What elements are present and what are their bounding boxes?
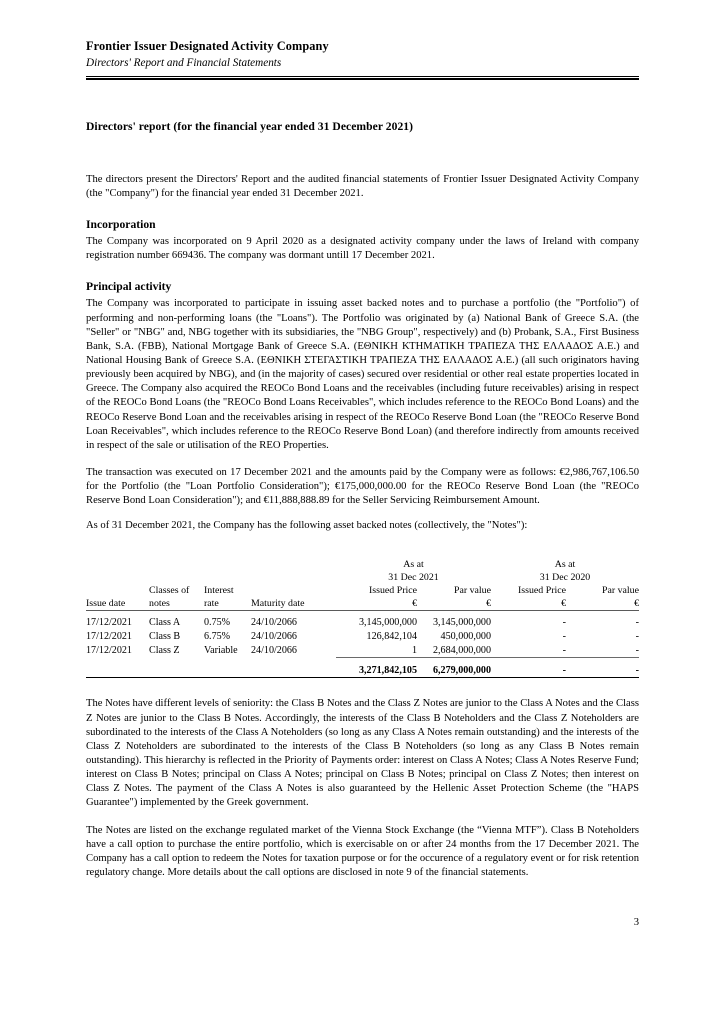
col-header-issued-price-2021-currency: € — [412, 598, 417, 610]
group-header-2021-line2: 31 Dec 2021 — [388, 571, 439, 583]
cell-total-class — [149, 663, 204, 678]
section-heading-principal-activity: Principal activity — [86, 280, 172, 294]
cell-issued-price-2020: - — [562, 644, 566, 656]
col-header-par-value-2021-currency: € — [486, 598, 491, 610]
table-row — [86, 643, 639, 657]
col-header-par-value-2020-currency: € — [634, 598, 639, 610]
listing-paragraph: The Notes are listed on the exchange regulated market of the Vienna Stock Exchange (the “Vienna MTF”). Class B Noteholders have a call option to purchase the entire portfolio, which is exercisable on or after 24 months from the 17 December 2021. The Company has a call option to redeem the Notes for taxation purpose or for the occurence of a regulatory event or for risk retention regulatory change. More details about the call options are disclosed in note 9 of the financial statements. — [86, 824, 639, 878]
col-header-issue-date — [86, 584, 149, 611]
col-header-issued-price-2021 — [336, 584, 417, 611]
cell-issue-date: 17/12/2021 — [86, 630, 132, 642]
cell-class: Class A — [149, 616, 181, 628]
group-header-2020-line1: As at — [554, 558, 576, 570]
cell-par-value-2020: - — [635, 644, 639, 656]
principal-activity-paragraph-2: The transaction was executed on 17 December 2021 and the amounts paid by the Company were as follows: €2,986,767,106.50 for the Portfolio (the "Loan Portfolio Consideration"); €175,000,000.00 for the REOCo Reserve Bond Loan (the "REOCo Reserve Bond Loan Consideration"); and €11,888,888.89 for the Seller Servicing Reimbursement Amount. — [86, 466, 639, 507]
section-heading-incorporation: Incorporation — [86, 217, 156, 231]
col-header-par-value-2020-line1: Par value — [601, 584, 639, 596]
cell-maturity-date: 24/10/2066 — [251, 616, 297, 628]
col-header-interest-line2: rate — [204, 598, 219, 610]
col-header-maturity-date — [251, 584, 336, 611]
cell-class: Class Z — [149, 645, 180, 657]
incorporation-paragraph: The Company was incorporated on 9 April 2020 as a designated activity company under the laws of Ireland with company registration number 669436. The company was dormant untill 17 December 2021. — [86, 236, 639, 262]
page-number: 3 — [633, 917, 639, 928]
page-content — [86, 38, 639, 880]
cell-par-value-2020: - — [635, 630, 639, 642]
cell-total-issue-date — [86, 663, 149, 678]
cell-total-issued-price-2020: - — [562, 664, 566, 676]
cell-issue-date: 17/12/2021 — [86, 616, 132, 628]
table-row — [86, 629, 639, 643]
group-header-row — [86, 558, 639, 584]
group-header-2021-line1: As at — [403, 558, 424, 570]
col-header-issued-price-2020-currency: € — [561, 598, 566, 610]
cell-par-value-2021: 2,684,000,000 — [432, 644, 491, 656]
table-total-row — [86, 663, 639, 678]
col-header-issue-date-line2: Issue date — [86, 598, 126, 610]
seniority-paragraph: The Notes have different levels of seniority: the Class B Notes and the Class Z Notes are junior to the Class A Notes and the Class Z Notes are junior to the Class B Notes. Accordingly, the interests of the Class B Noteholders and the Class Z Noteholders are subordinated to the interests of the Class A Noteholders (so long as any Class A Notes remain outstanding) and the interests of the Class Z Noteholders are subordinated to the interests of the Class B Noteholders (so long as any Class B Notes remain outstanding). This hierarchy is reflected in the Priority of Payments order: interest on Class A Notes; Class A Notes Reserve Fund; interest on Class B Notes; principal on Class A Notes; principal on Class B Notes; principal on Class Z Notes; then interest on Class Z Notes. The payment of the Class A Notes is also guaranteed by the Hellenic Asset Protection Scheme (the "HAPS Guarantee") implemented by the Greek government. — [86, 698, 639, 809]
cell-issued-price-2021: 126,842,104 — [366, 630, 417, 642]
col-header-classes-of-notes — [149, 584, 204, 611]
table-row — [86, 615, 639, 629]
col-header-interest-line1: Interest — [204, 584, 234, 596]
cell-interest-rate: 0.75% — [204, 616, 231, 628]
column-header-row — [86, 584, 639, 611]
cell-maturity-date: 24/10/2066 — [251, 630, 297, 642]
cell-total-par-value-2020: - — [635, 664, 639, 676]
cell-issued-price-2020: - — [562, 630, 566, 642]
asset-backed-notes-table — [86, 558, 639, 682]
cell-total-interest-rate — [204, 663, 251, 678]
col-header-issued-price-2021-line1: Issued Price — [369, 584, 417, 596]
col-header-par-value-2021-line1: Par value — [453, 584, 491, 596]
cell-class: Class B — [149, 630, 181, 642]
cell-par-value-2020: - — [635, 616, 639, 628]
document-subtitle: Directors' Report and Financial Statements — [86, 56, 282, 69]
intro-paragraph: The directors present the Directors' Report and the audited financial statements of Frontier Issuer Designated Activity Company (the "Company") for the financial year ended 31 December 2021. — [86, 173, 639, 199]
col-header-classes-line1: Classes of — [149, 584, 190, 596]
col-header-issued-price-2020-line1: Issued Price — [518, 584, 566, 596]
cell-issued-price-2021: 1 — [411, 644, 417, 656]
group-header-2020-line2: 31 Dec 2020 — [539, 571, 591, 583]
col-header-classes-line2: notes — [149, 598, 170, 610]
cell-par-value-2021: 450,000,000 — [440, 630, 491, 642]
col-header-interest-rate — [204, 584, 251, 611]
group-header-2021 — [336, 558, 491, 584]
cell-total-issued-price-2021: 3,271,842,105 — [358, 664, 417, 676]
cell-issue-date: 17/12/2021 — [86, 645, 132, 657]
cell-total-maturity-date — [251, 663, 336, 678]
group-header-2020 — [491, 558, 639, 584]
cell-issued-price-2021: 3,145,000,000 — [358, 616, 417, 628]
col-header-maturity-line2: Maturity date — [251, 598, 305, 610]
cell-maturity-date: 24/10/2066 — [251, 645, 297, 657]
running-header — [86, 38, 639, 80]
header-divider — [86, 76, 639, 80]
cell-interest-rate: 6.75% — [204, 630, 231, 642]
cell-total-par-value-2021: 6,279,000,000 — [432, 664, 491, 676]
col-header-par-value-2021 — [417, 584, 491, 611]
col-header-issued-price-2020 — [491, 584, 566, 611]
page-title: Directors' report (for the financial year ended 31 December 2021) — [86, 119, 414, 133]
table-body — [86, 615, 639, 681]
cell-par-value-2021: 3,145,000,000 — [432, 616, 491, 628]
cell-issued-price-2020: - — [562, 616, 566, 628]
cell-interest-rate: Variable — [204, 645, 238, 657]
company-name: Frontier Issuer Designated Activity Company — [86, 39, 329, 53]
table-head — [86, 558, 639, 616]
principal-activity-paragraph-3: As of 31 December 2021, the Company has the following asset backed notes (collectively, the "Notes"): — [86, 520, 528, 532]
col-header-par-value-2020 — [566, 584, 639, 611]
principal-activity-paragraph-1: The Company was incorporated to participate in issuing asset backed notes and to purchase a portfolio (the "Portfolio") of performing and non-performing loans (the "Loans"). The Portfolio was originated by (a) National Bank of Greece S.A. (the "Seller" or "NBG" and, NBG together with its subsidiaries, the "NBG Group", respectively) and (b) Probank, S.A., First Business Bank, S.A. (FBB), National Mortgage Bank of Greece S.A. (ΕΘΝΙΚΗ ΚΤΗΜΑΤΙΚΗ ΤΡΑΠΕΖΑ ΤΗΣ ΕΛΛΑΔΟΣ Α.Ε.) and National Housing Bank of Greece S.A. (ΕΘΝΙΚΗ ΣΤΕΓΑΣΤΙΚΗ ΤΡΑΠΕΖΑ ΤΗΣ ΕΛΛΑΔΟΣ Α.Ε.) (all such originators having previously been acquired by NBG), and (in the majority of cases) secured over residential or other real estate properties located in Greece. The Company also acquired the REOCo Bond Loans and the receivables (including future receivables) arising in respect of the REOCo Bond Loans (the "REOCo Bond Loans Receivables", which includes reference to the REOCo Bond Loans) and the REOCo Reserve Bond Loan and the receivables arising in respect of the REOCo Reserve Bond Loan (the "REOCo Reserve Bond Loan Receivables", which includes reference to the REOCo Reserve Bond Loan) (and therefore indirectly from amounts received in respect of the sale or utilisation of the REO Properties. — [86, 298, 639, 451]
